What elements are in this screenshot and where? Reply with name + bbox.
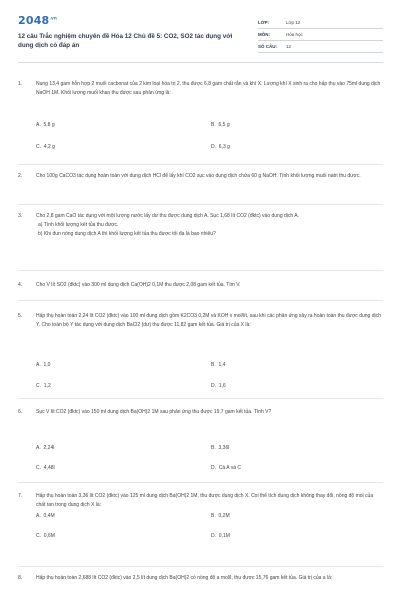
option-a[interactable] bbox=[36, 121, 55, 130]
question-number: 2. bbox=[18, 173, 23, 179]
option-text: 6,3 g bbox=[218, 144, 230, 150]
option-text: 1,6 bbox=[218, 383, 226, 389]
option-letter: D. bbox=[211, 533, 216, 539]
option-text: 0,1M bbox=[218, 533, 230, 539]
option-a[interactable] bbox=[36, 444, 54, 453]
question-2 bbox=[18, 172, 383, 194]
question-number: 8. bbox=[18, 575, 23, 581]
option-letter: D. bbox=[211, 144, 216, 150]
option-letter: A. bbox=[36, 122, 41, 128]
question-text: Nung 13,4 gam hỗn hợp 2 muối cacbonat của 2 kim loại hóa trị 2, thu được 6,8 gam chất rắn và khí X. Lượng khí X sinh ra cho hấp thụ vào 75ml dung dịch NaOH 1M. Khối lượng muối khan thu được sau phản ứng là: bbox=[36, 81, 381, 96]
meta-row-count bbox=[258, 41, 383, 53]
option-letter: A. bbox=[36, 445, 41, 451]
document-title: 12 câu Trắc nghiệm chuyên đề Hóa 12 Chủ đề 5: CO2, SO2 tác dụng với dung dịch có đáp án bbox=[18, 33, 233, 49]
option-letter: B. bbox=[211, 445, 216, 451]
option-text: 0,4M bbox=[43, 513, 55, 519]
meta-row-class bbox=[258, 17, 383, 29]
option-b[interactable] bbox=[211, 121, 230, 130]
logo-suffix: .vn bbox=[49, 15, 57, 21]
question-number: 4. bbox=[18, 282, 23, 288]
question-text: Sục V lít CO2 (đktc) vào 150 ml dung dịch Ba(OH)2 1M sau phản ứng thu được 19,7 gam kết tủa. Tính V? bbox=[36, 409, 272, 415]
option-text: 2,24l bbox=[43, 445, 55, 451]
question-text: Hấp thụ hoàn toàn 3,36 lít CO2 (đktc) vào 125 ml dung dịch Ba(OH)2 1M, thu được dung dịch X. Coi thể tích dung dịch không thay đổi, nồng độ mol của chất tan trong dung dịch X là: bbox=[36, 493, 374, 508]
option-d[interactable] bbox=[211, 464, 241, 473]
question-text: Hấp thụ hoàn toàn 2,24 lít CO2 (đktc) vào 100 ml dung dịch gồm K2CO3 0,2M và KOH x mol/lít, sau khi các phản ứng xảy ra hoàn toàn thu được dung dịch Y. Cho toàn bộ Y tác dụng với dung dịch BaCl2 (dư) thu được 11,82 gam kết tủa. Giá trị của X là: bbox=[36, 313, 381, 328]
question-divider bbox=[18, 164, 383, 165]
question-body: Cho 2,8 gam CaO tác dụng với một lượng nước lấy dư thu được dung dịch A. Sục 1,68 lít CO2 (đktc) vào dung dịch A. bbox=[36, 213, 300, 219]
option-text: 0,6M bbox=[43, 533, 55, 539]
question-7 bbox=[18, 492, 383, 562]
option-b[interactable] bbox=[211, 444, 229, 453]
question-1 bbox=[18, 80, 383, 150]
question-6 bbox=[18, 408, 383, 478]
logo-text: 2048 bbox=[18, 14, 50, 27]
option-letter: C. bbox=[36, 465, 41, 471]
option-d[interactable] bbox=[211, 382, 226, 391]
question-number: 5. bbox=[18, 313, 23, 319]
sub-question-b: b) Khi đun nóng dung dịch A thì khối lượng kết tủa thu được tối đa là bao nhiêu? bbox=[38, 231, 216, 237]
question-4 bbox=[18, 281, 383, 291]
option-b[interactable] bbox=[211, 512, 230, 521]
meta-label: MÔN: bbox=[258, 32, 270, 37]
header-divider bbox=[18, 62, 383, 63]
question-divider bbox=[18, 300, 383, 301]
option-letter: B. bbox=[211, 122, 216, 128]
sub-question-a: a) Tính khối lượng kết tủa thu được. bbox=[38, 222, 119, 228]
question-text: Hấp thụ hoàn toàn 2,688 lít CO2 (đktc) vào 2,5 lít dung dịch Ba(OH)2 có nồng độ a mol/l, thu được 15,76 gam kết tủa. Giá trị của a là: bbox=[36, 575, 333, 581]
question-text: Cho 100g CaCO3 tác dụng hoàn toàn với dung dịch HCl để lấy khí CO2 sục vào dung dịch chứa 60 g NaOH. Tính khối lượng muối natri thu được. bbox=[36, 173, 361, 179]
question-divider bbox=[18, 398, 383, 399]
question-number: 7. bbox=[18, 493, 23, 499]
question-8 bbox=[18, 574, 383, 598]
option-text: 5,8 g bbox=[43, 122, 55, 128]
option-letter: D. bbox=[211, 383, 216, 389]
document-header bbox=[18, 14, 383, 49]
option-text: 4,48l bbox=[43, 465, 55, 471]
option-text: 3,36l bbox=[218, 445, 230, 451]
option-c[interactable] bbox=[36, 382, 51, 391]
option-text: Cả A và C bbox=[218, 465, 242, 471]
question-5 bbox=[18, 312, 383, 392]
question-number: 3. bbox=[18, 213, 23, 219]
option-c[interactable] bbox=[36, 143, 55, 152]
option-letter: C. bbox=[36, 144, 41, 150]
question-3 bbox=[18, 212, 383, 257]
meta-value: Hóa học bbox=[286, 32, 303, 37]
option-text: 1,0 bbox=[43, 362, 51, 368]
meta-box bbox=[258, 17, 383, 53]
option-text: 4,2 g bbox=[43, 144, 55, 150]
option-letter: C. bbox=[36, 533, 41, 539]
option-text: 1,2 bbox=[43, 383, 51, 389]
question-divider bbox=[18, 204, 383, 205]
meta-row-subject bbox=[258, 29, 383, 41]
option-text: 0,2M bbox=[218, 513, 230, 519]
option-text: 1,4 bbox=[218, 362, 226, 368]
option-letter: B. bbox=[211, 362, 216, 368]
option-letter: C. bbox=[36, 383, 41, 389]
question-number: 6. bbox=[18, 409, 23, 415]
question-divider bbox=[18, 270, 383, 271]
option-c[interactable] bbox=[36, 464, 55, 473]
option-c[interactable] bbox=[36, 532, 55, 541]
option-letter: D. bbox=[211, 465, 216, 471]
option-a[interactable] bbox=[36, 361, 50, 370]
question-divider bbox=[18, 482, 383, 483]
meta-value: 12 bbox=[286, 44, 292, 49]
option-letter: B. bbox=[211, 513, 216, 519]
option-d[interactable] bbox=[211, 143, 230, 152]
meta-label: SỐ CÂU: bbox=[258, 44, 277, 49]
option-d[interactable] bbox=[211, 532, 230, 541]
option-a[interactable] bbox=[36, 512, 55, 521]
meta-label: LỚP: bbox=[258, 20, 270, 25]
question-text: Cho V lít SO2 (đktc) vào 300 ml dung dịch Ca(OH)2 0,1M thu được 2,08 gam kết tủa. Tìm V. bbox=[36, 282, 241, 288]
option-letter: A. bbox=[36, 362, 41, 368]
question-number: 1. bbox=[18, 81, 23, 87]
question-divider bbox=[18, 566, 383, 567]
question-text bbox=[36, 212, 381, 239]
option-text: 6,5 g bbox=[218, 122, 230, 128]
meta-value: Lớp 12 bbox=[286, 20, 301, 25]
option-letter: A. bbox=[36, 513, 41, 519]
option-b[interactable] bbox=[211, 361, 225, 370]
